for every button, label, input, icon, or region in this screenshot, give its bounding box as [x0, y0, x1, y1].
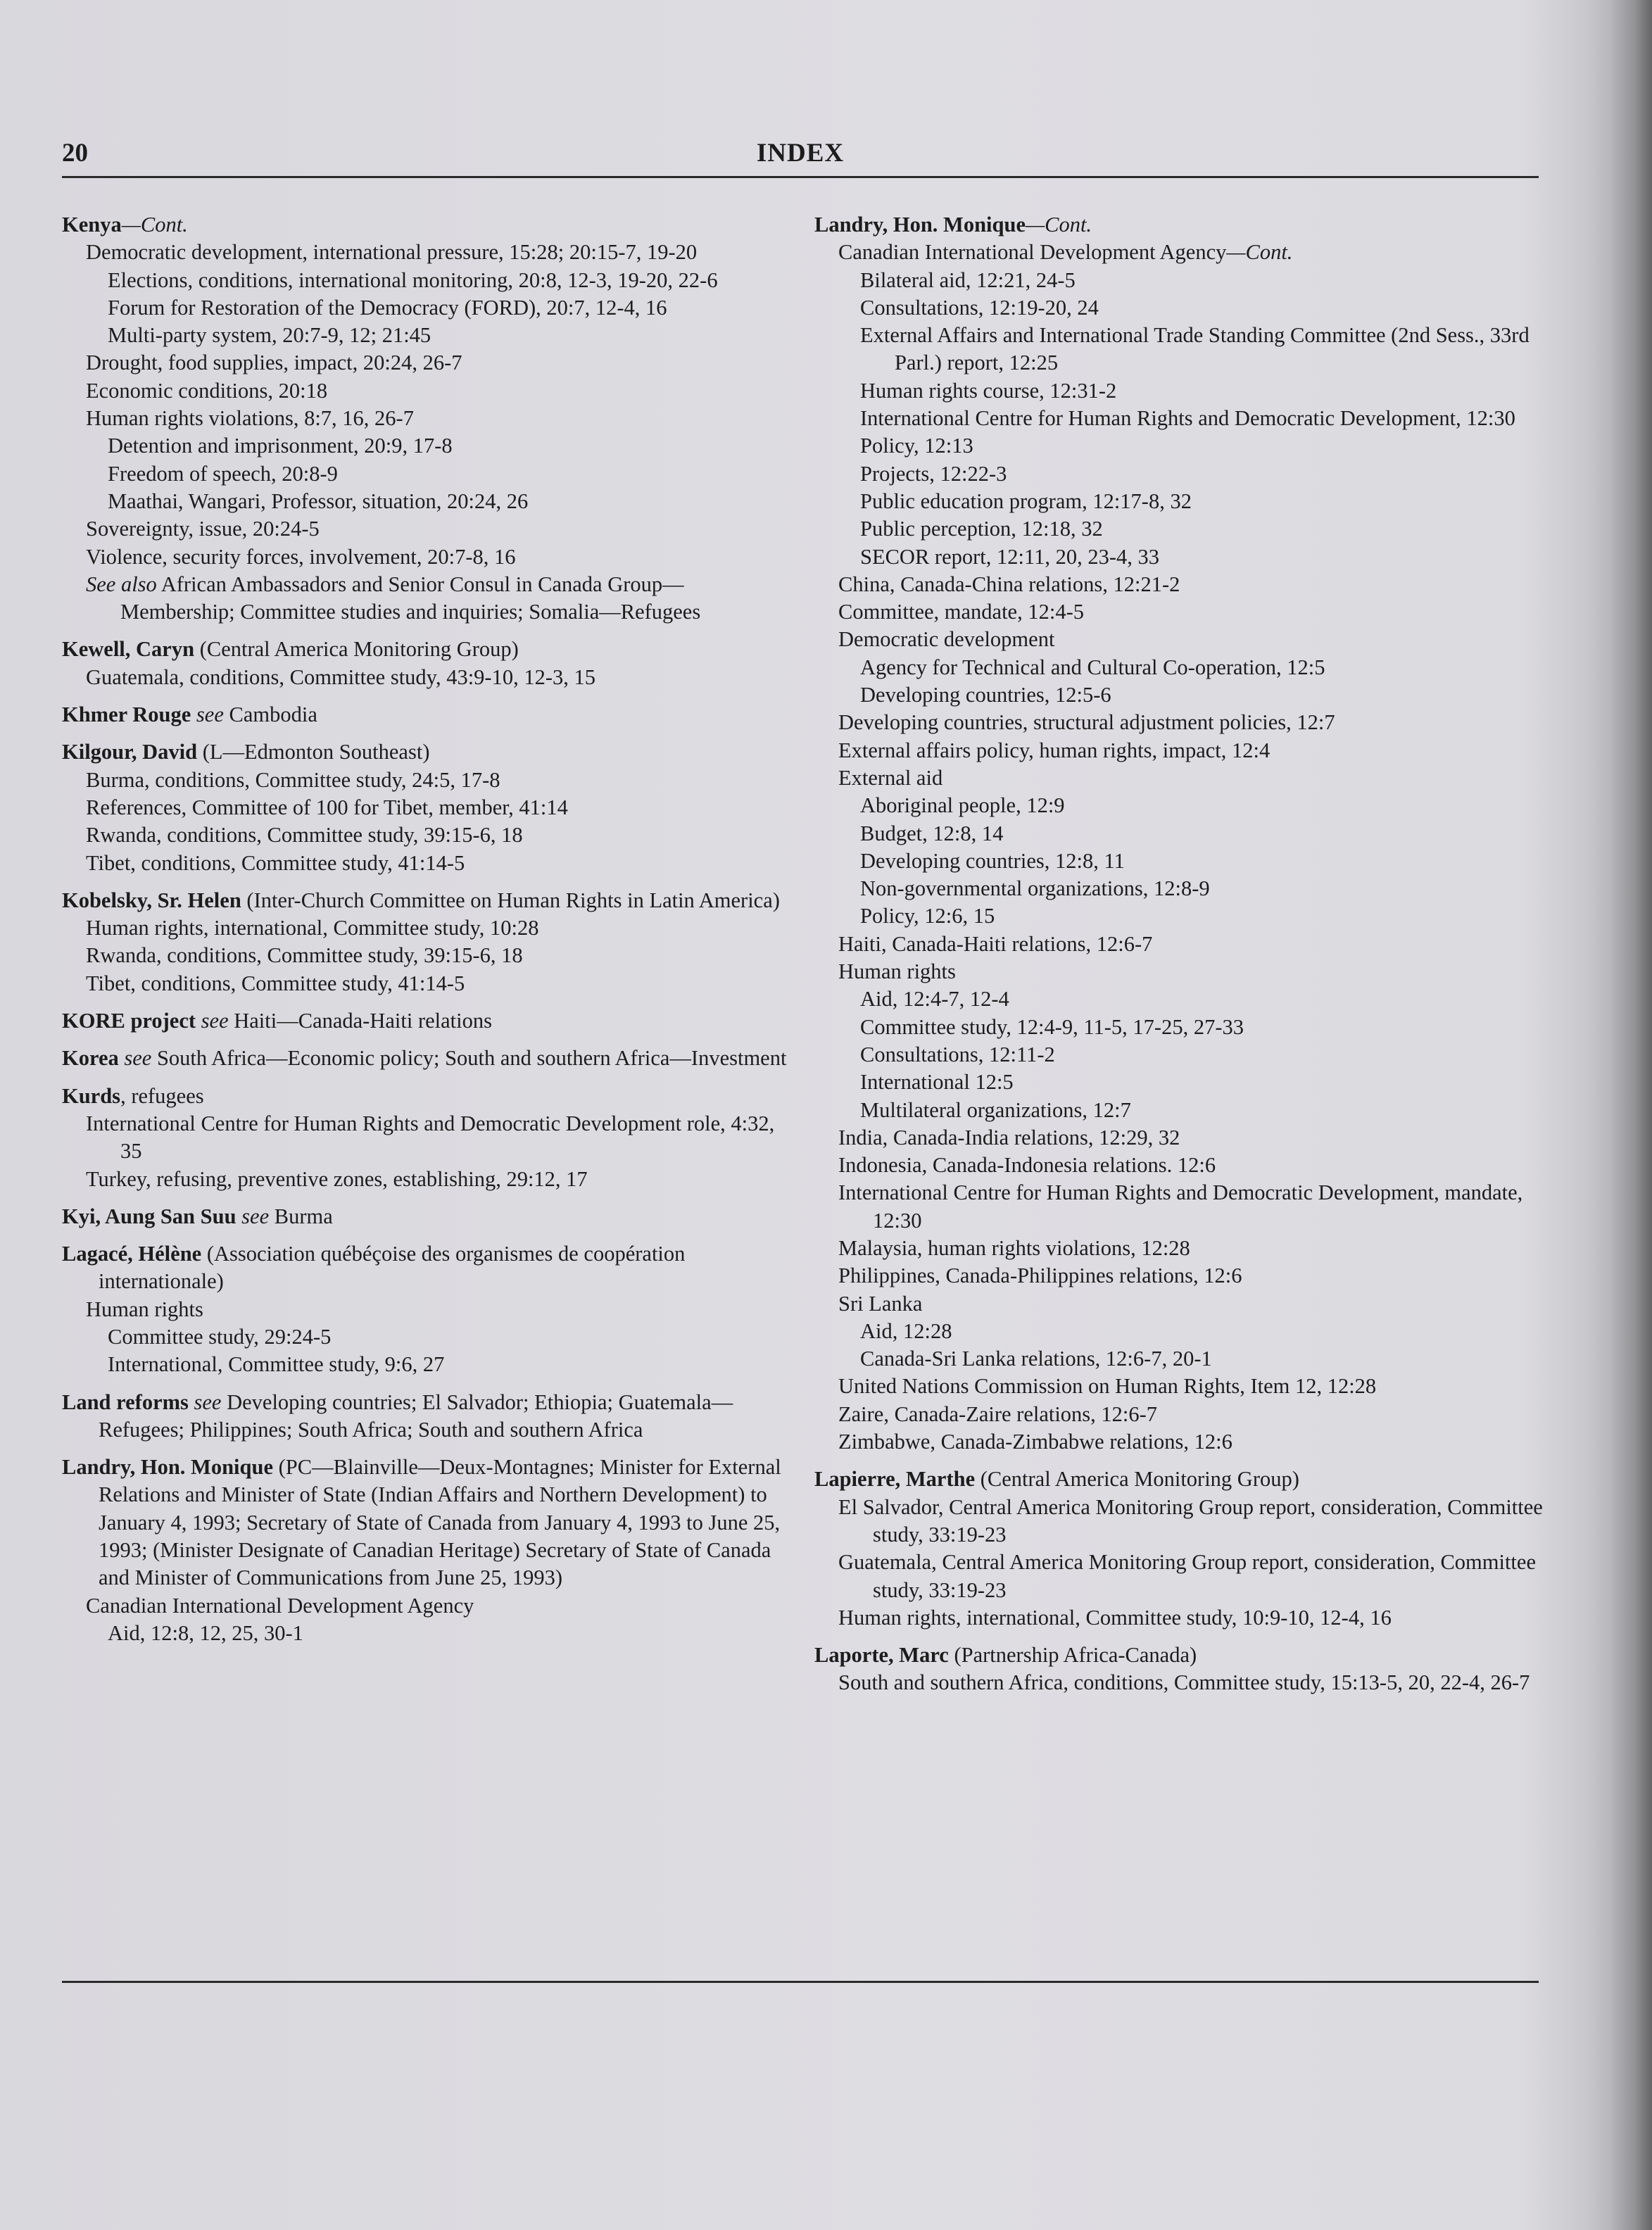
index-entry-kilgour — [62, 738, 794, 876]
index-entry-kore — [62, 1007, 794, 1035]
index-entry-lagace — [62, 1240, 794, 1378]
subentry: Aid, 12:4-7, 12-4 — [860, 987, 1009, 1012]
header-rule — [62, 176, 1539, 178]
subentry: Elections, conditions, international monitoring, 20:8, 12-3, 19-20, 22-6 — [108, 267, 718, 292]
subentry: Committee study, 29:24-5 — [108, 1324, 332, 1349]
index-entry-kurds — [62, 1083, 794, 1193]
subentry: Consultations, 12:11-2 — [860, 1042, 1055, 1066]
subentry: Rwanda, conditions, Committee study, 39:15-6, 18 — [86, 943, 523, 968]
subentry: Canadian International Development Agency — [86, 1593, 474, 1618]
subentry: Budget, 12:8, 14 — [860, 821, 1004, 845]
subentry: Aid, 12:8, 12, 25, 30-1 — [108, 1620, 303, 1645]
subentry: Agency for Technical and Cultural Co-operation, 12:5 — [860, 655, 1325, 679]
footer-rule — [62, 1981, 1539, 1983]
subentry: Indonesia, Canada-Indonesia relations. 12:6 — [838, 1153, 1216, 1178]
index-entry-kobelsky — [62, 887, 794, 997]
page-header — [62, 138, 1539, 176]
subentry: Forum for Restoration of the Democracy (FORD), 20:7, 12-4, 16 — [108, 295, 667, 320]
subentry: Guatemala, Central America Monitoring Group report, consideration, Committee study, 33:19-23 — [838, 1550, 1536, 1602]
subentry: References, Committee of 100 for Tibet, member, 41:14 — [86, 795, 568, 819]
subentry: Human rights — [86, 1297, 203, 1321]
subentry: Economic conditions, 20:18 — [86, 378, 328, 403]
subentry: Aboriginal people, 12:9 — [860, 793, 1065, 818]
subentry: Drought, food supplies, impact, 20:24, 26-7 — [86, 351, 462, 375]
subentry: United Nations Commission on Human Rights, Item 12, 12:28 — [838, 1374, 1377, 1399]
entry-heading: Khmer Rouge see Cambodia — [62, 703, 317, 727]
index-entry-korea — [62, 1045, 794, 1072]
subentry: Policy, 12:13 — [860, 434, 973, 458]
subentry: Human rights — [838, 959, 956, 984]
subentry: Human rights, international, Committee study, 10:28 — [86, 916, 539, 940]
subentry: Human rights, international, Committee study, 10:9-10, 12-4, 16 — [838, 1605, 1392, 1630]
subentry: Malaysia, human rights violations, 12:28 — [838, 1235, 1190, 1260]
subentry: External affairs policy, human rights, impact, 12:4 — [838, 738, 1270, 762]
subentry: Democratic development, international pressure, 15:28; 20:15-7, 19-20 — [86, 240, 698, 265]
subentry: Committee study, 12:4-9, 11-5, 17-25, 27-33 — [860, 1014, 1244, 1039]
index-entry-kyi — [62, 1203, 794, 1230]
subentry: Detention and imprisonment, 20:9, 17-8 — [108, 434, 453, 458]
subentry: International Centre for Human Rights and Democratic Development role, 4:32, 35 — [86, 1111, 775, 1164]
subentry: External Affairs and International Trade Standing Committee (2nd Sess., 33rd Parl.) report, 12:25 — [860, 323, 1530, 375]
subentry: Violence, security forces, involvement, 20:7-8, 16 — [86, 544, 516, 569]
entry-heading: Kewell, Caryn (Central America Monitoring Group) — [62, 637, 519, 662]
subentry: Philippines, Canada-Philippines relations, 12:6 — [838, 1264, 1242, 1288]
subentry: Committee, mandate, 12:4-5 — [838, 600, 1084, 624]
page-number: 20 — [62, 139, 88, 168]
index-entry-khmer-rouge — [62, 701, 794, 729]
index-entry-kenya — [62, 211, 794, 626]
subentry: Canadian International Development Agency—Cont. — [838, 240, 1293, 265]
index-entry-laporte — [814, 1642, 1546, 1697]
subentry: Consultations, 12:19-20, 24 — [860, 295, 1099, 320]
subentry: South and southern Africa, conditions, Committee study, 15:13-5, 20, 22-4, 26-7 — [838, 1670, 1530, 1695]
right-column — [814, 211, 1546, 1707]
subentry: Sri Lanka — [838, 1291, 923, 1316]
subentry: Multilateral organizations, 12:7 — [860, 1097, 1131, 1122]
subentry: Multi-party system, 20:7-9, 12; 21:45 — [108, 323, 431, 348]
subentry: International, Committee study, 9:6, 27 — [108, 1352, 445, 1377]
entry-heading: Landry, Hon. Monique (PC—Blainville—Deux-Montagnes; Minister for External Relations and Minister of State (Indian Affairs and Northern Development) to January 4, 1993; Secretary of State of Canada from January 4, 1993 to June 25, 1993; (Minister Designate of Canadian Heritage) Secretary of State of Canada and Minister of Communications from June 25, 1993) — [62, 1455, 781, 1590]
entry-heading: Kenya—Cont. — [62, 213, 188, 237]
index-entry-kewell — [62, 636, 794, 691]
subentry: International 12:5 — [860, 1070, 1014, 1095]
subentry: Tibet, conditions, Committee study, 41:14-5 — [86, 850, 465, 875]
entry-heading: Kobelsky, Sr. Helen (Inter-Church Committee on Human Rights in Latin America) — [62, 888, 780, 912]
entry-heading: Landry, Hon. Monique—Cont. — [814, 213, 1092, 237]
entry-heading: Kyi, Aung San Suu see Burma — [62, 1204, 333, 1228]
subentry: Turkey, refusing, preventive zones, establishing, 29:12, 17 — [86, 1166, 588, 1191]
subentry: Aid, 12:28 — [860, 1318, 952, 1343]
entry-heading: Kurds, refugees — [62, 1083, 204, 1108]
entry-heading: Land reforms see Developing countries; El Salvador; Ethiopia; Guatemala—Refugees; Philippines; South Africa; South and southern Africa — [62, 1390, 733, 1442]
index-entry-land-reforms — [62, 1389, 794, 1444]
subentry: Democratic development — [838, 627, 1055, 652]
subentry: India, Canada-India relations, 12:29, 32 — [838, 1125, 1180, 1149]
entry-heading: Lapierre, Marthe (Central America Monitoring Group) — [814, 1467, 1299, 1492]
subentry: Policy, 12:6, 15 — [860, 904, 995, 928]
entry-heading: Korea see South Africa—Economic policy; South and southern Africa—Investment — [62, 1046, 787, 1071]
subentry: International Centre for Human Rights and Democratic Development, mandate, 12:30 — [838, 1180, 1523, 1233]
entry-heading: Lagacé, Hélène (Association québéçoise des organismes de coopération internationale) — [62, 1242, 686, 1294]
subentry: Developing countries, 12:5-6 — [860, 683, 1111, 707]
subentry: Burma, conditions, Committee study, 24:5, 17-8 — [86, 767, 500, 792]
subentry: External aid — [838, 765, 943, 790]
subentry: Canada-Sri Lanka relations, 12:6-7, 20-1 — [860, 1347, 1212, 1371]
subentry: Zimbabwe, Canada-Zimbabwe relations, 12:6 — [838, 1430, 1232, 1454]
binding-shadow — [1610, 0, 1652, 2230]
subentry: Haiti, Canada-Haiti relations, 12:6-7 — [838, 931, 1153, 956]
subentry: Tibet, conditions, Committee study, 41:14-5 — [86, 971, 465, 995]
entry-heading: Kilgour, David (L—Edmonton Southeast) — [62, 740, 430, 764]
index-entry-landry-cont — [814, 211, 1546, 1456]
left-column — [62, 211, 794, 1657]
subentry: Bilateral aid, 12:21, 24-5 — [860, 267, 1076, 292]
subentry: Non-governmental organizations, 12:8-9 — [860, 876, 1210, 901]
subentry: Developing countries, structural adjustment policies, 12:7 — [838, 710, 1335, 735]
subentry: Human rights course, 12:31-2 — [860, 378, 1117, 403]
index-entry-lapierre — [814, 1466, 1546, 1632]
subentry: International Centre for Human Rights and Democratic Development, 12:30 — [860, 406, 1515, 431]
index-entry-landry — [62, 1454, 794, 1647]
subentry: Zaire, Canada-Zaire relations, 12:6-7 — [838, 1401, 1158, 1426]
subentry: Rwanda, conditions, Committee study, 39:15-6, 18 — [86, 823, 523, 848]
subentry: Human rights violations, 8:7, 16, 26-7 — [86, 406, 414, 431]
subentry: Public education program, 12:17-8, 32 — [860, 489, 1192, 513]
subentry: Guatemala, conditions, Committee study, 43:9-10, 12-3, 15 — [86, 664, 595, 689]
entry-heading: KORE project see Haiti—Canada-Haiti relations — [62, 1009, 492, 1033]
see-also: See also African Ambassadors and Senior Consul in Canada Group—Membership; Committee studies and inquiries; Somalia—Refugees — [86, 572, 701, 624]
subentry: Sovereignty, issue, 20:24-5 — [86, 517, 320, 541]
subentry: Maathai, Wangari, Professor, situation, 20:24, 26 — [108, 489, 529, 513]
subentry: SECOR report, 12:11, 20, 23-4, 33 — [860, 544, 1160, 569]
subentry: Public perception, 12:18, 32 — [860, 517, 1103, 541]
subentry: Freedom of speech, 20:8-9 — [108, 461, 338, 486]
running-head: INDEX — [756, 139, 845, 168]
entry-heading: Laporte, Marc (Partnership Africa-Canada) — [814, 1643, 1197, 1668]
subentry: China, Canada-China relations, 12:21-2 — [838, 572, 1180, 596]
subentry: El Salvador, Central America Monitoring Group report, consideration, Committee study, 33:19-23 — [838, 1494, 1543, 1546]
subentry: Developing countries, 12:8, 11 — [860, 848, 1125, 873]
subentry: Projects, 12:22-3 — [860, 461, 1007, 486]
